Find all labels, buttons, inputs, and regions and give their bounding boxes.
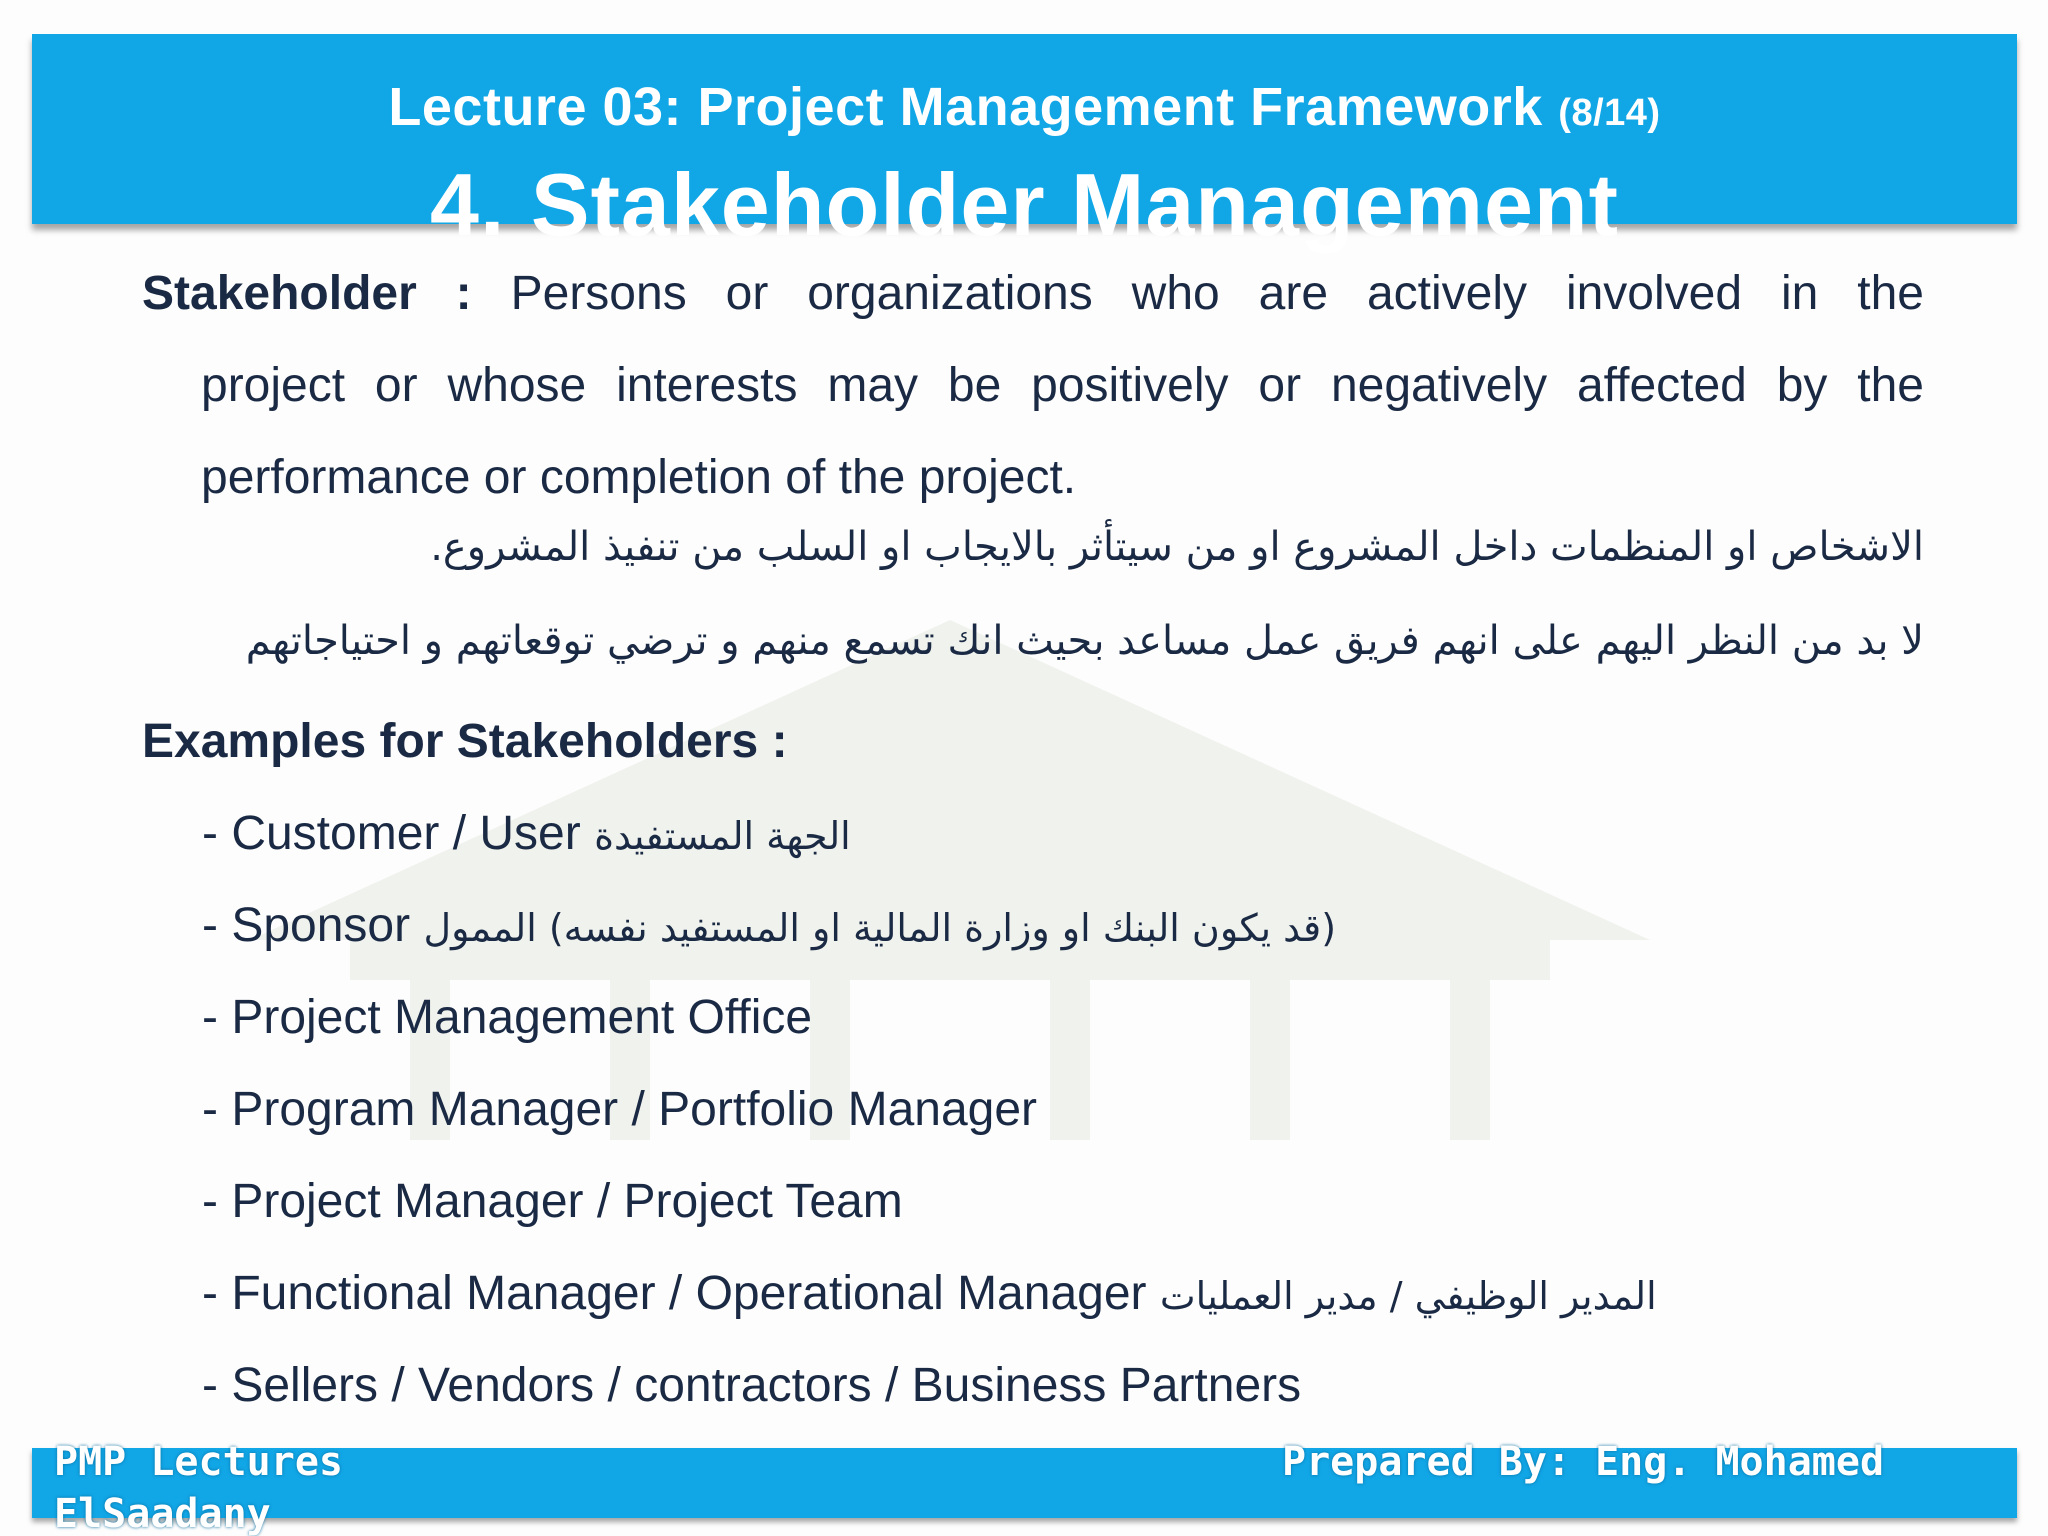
item-text: - Customer / User	[202, 807, 581, 860]
list-item	[202, 806, 851, 861]
item-arabic: الجهة المستفيدة	[594, 814, 851, 858]
list-item	[202, 1358, 1301, 1413]
item-text: - Program Manager / Portfolio Manager	[202, 1083, 1038, 1136]
slide-count: (8/14)	[1558, 92, 1661, 134]
definition-line-1	[142, 248, 1924, 340]
list-item	[202, 898, 1336, 953]
stakeholder-definition	[142, 248, 1924, 524]
definition-line-2: project or whose interests may be positively or negatively affected by the	[201, 359, 1924, 412]
item-text: - Project Manager / Project Team	[202, 1175, 903, 1228]
item-arabic: المدير الوظيفي / مدير العمليات	[1159, 1274, 1657, 1318]
list-item	[202, 990, 812, 1045]
definition-text-1: Persons or organizations who are actively involved in the	[510, 267, 1924, 320]
item-arabic: (قد يكون البنك او وزارة المالية او المستفيد نفسه) الممول	[423, 906, 1337, 950]
list-item	[202, 1174, 903, 1229]
item-text: - Sellers / Vendors / contractors / Business Partners	[202, 1359, 1302, 1412]
item-text: - Sponsor	[202, 899, 411, 952]
lecture-label: Lecture 03: Project Management Framework	[388, 77, 1543, 137]
list-item	[202, 1082, 1037, 1137]
item-text: - Project Management Office	[202, 991, 813, 1044]
definition-line-3: performance or completion of the project.	[201, 451, 1077, 504]
arabic-definition: الاشخاص او المنظمات داخل المشروع او من سيتأثر بالايجاب او السلب من تنفيذ المشروع.	[430, 524, 1924, 570]
examples-title: Examples for Stakeholders :	[142, 715, 788, 768]
slide-title: 4. Stakeholder Management	[430, 155, 1619, 254]
footer-right-text: Prepared By: Eng. Mohamed	[1282, 1439, 1885, 1485]
arabic-note: لا بد من النظر اليهم على انهم فريق عمل مساعد بحيث انك تسمع منهم و ترضي توقعاتهم و احتياجاتهم	[245, 618, 1924, 664]
item-text: - Functional Manager / Operational Manager	[202, 1267, 1147, 1320]
list-item	[202, 1266, 1657, 1321]
footer-left-text: PMP Lectures ElSaadany	[54, 1439, 343, 1536]
definition-term: Stakeholder :	[142, 267, 472, 320]
